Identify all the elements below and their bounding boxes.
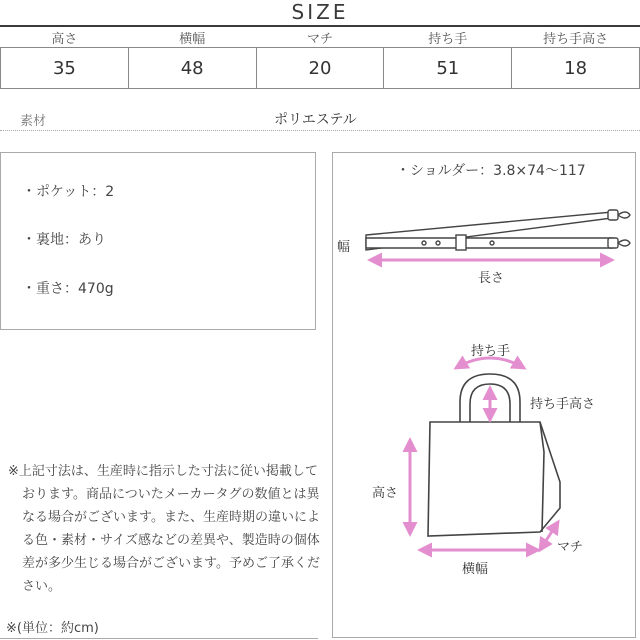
size-header-width: 横幅 bbox=[179, 32, 206, 47]
page-title: SIZE bbox=[291, 0, 349, 24]
label-gusset: マチ bbox=[557, 540, 584, 555]
spec-weight: ・重さ：470g bbox=[22, 281, 114, 297]
strap-hook-bottom bbox=[618, 240, 630, 246]
spec-pocket: ・ポケット：2 bbox=[22, 184, 115, 200]
size-value-handle-height: 18 bbox=[512, 48, 640, 89]
label-strap-width: 幅 bbox=[337, 240, 351, 255]
label-breadth: 横幅 bbox=[462, 562, 489, 577]
label-strap-length: 長さ bbox=[478, 271, 505, 286]
size-note bbox=[8, 460, 324, 598]
strap-illustration bbox=[366, 210, 630, 250]
title-underline bbox=[0, 25, 640, 27]
strap-clasp-bottom bbox=[608, 238, 618, 248]
handle-arrow bbox=[456, 358, 524, 368]
material-divider bbox=[0, 130, 640, 131]
note-text: ※上記寸法は、生産時に指示した寸法に従い掲載しております。商品についたメーカータグの数値とは異なる場合がございます。また、生産時期の違いによる色・素材・サイズ感などの差異や、製造時の個体差が多少生じる場合がございます。予めご了承ください。 bbox=[8, 464, 320, 594]
strap-buckle bbox=[456, 235, 466, 250]
label-height: 高さ bbox=[372, 486, 399, 501]
shoulder-spec: ・ショルダー：3.8×74〜117 bbox=[396, 163, 586, 179]
size-value-gusset: 20 bbox=[256, 48, 384, 89]
size-value-height: 35 bbox=[1, 48, 129, 89]
label-handle: 持ち手 bbox=[471, 344, 511, 359]
size-header-handle: 持ち手 bbox=[428, 32, 468, 47]
size-value-row bbox=[1, 48, 640, 89]
size-value-width: 48 bbox=[128, 48, 256, 89]
strap-body bbox=[366, 238, 612, 248]
strap-hook-top bbox=[618, 212, 630, 218]
bag-body bbox=[428, 422, 560, 536]
spec-lining: ・裏地：あり bbox=[22, 232, 106, 248]
unit-note: ※(単位：約cm) bbox=[6, 621, 99, 636]
strap-clasp-top bbox=[608, 210, 618, 220]
size-header-gusset: マチ bbox=[306, 32, 333, 47]
size-header-height: 高さ bbox=[51, 32, 78, 47]
unit-divider bbox=[0, 638, 318, 639]
size-header-handle-height: 持ち手高さ bbox=[543, 32, 609, 47]
material-value: ポリエステル bbox=[274, 112, 357, 128]
label-handle-height: 持ち手高さ bbox=[530, 397, 596, 412]
size-table bbox=[0, 28, 640, 89]
size-header-row bbox=[1, 28, 640, 48]
material-label: 素材 bbox=[20, 114, 47, 129]
size-value-handle: 51 bbox=[384, 48, 512, 89]
